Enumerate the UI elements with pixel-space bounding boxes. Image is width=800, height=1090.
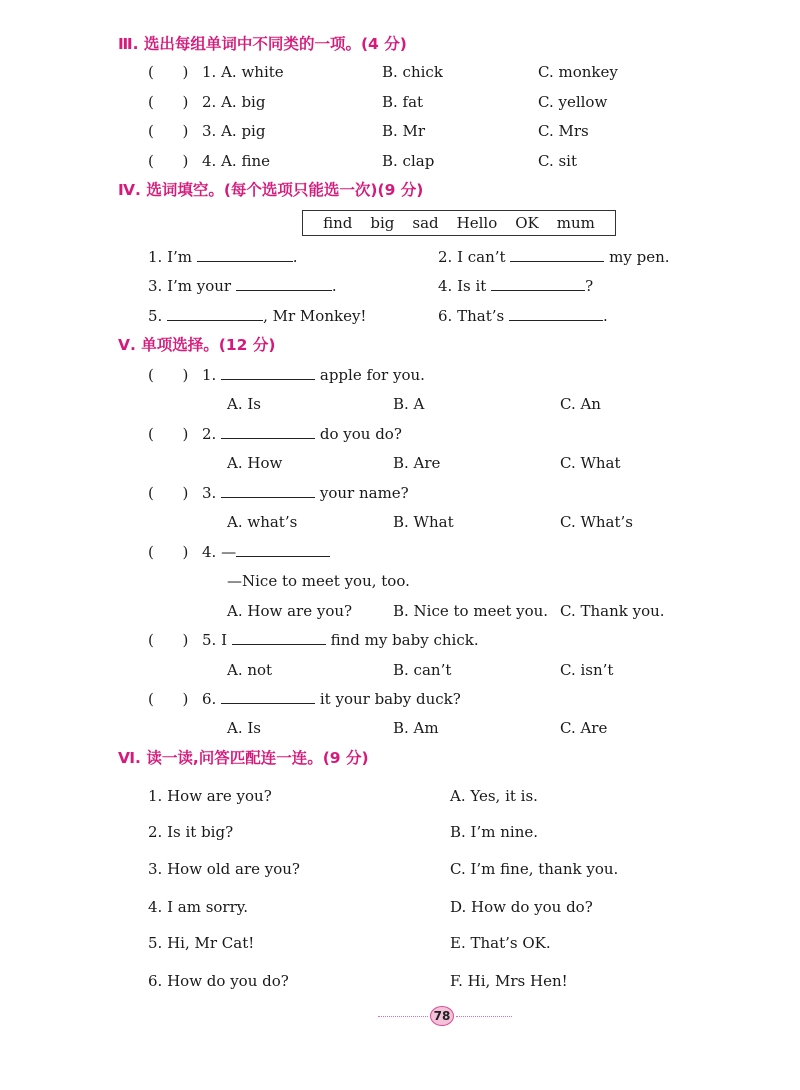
- fill-q6: 6. That’s .: [438, 307, 608, 325]
- section-5-title: Ⅴ. 单项选择。(12 分): [118, 336, 276, 354]
- mc-q5-option-a: A. not: [227, 661, 273, 679]
- q3-4-option-b: B. clap: [382, 152, 435, 170]
- mc-q3-option-b: B. What: [393, 513, 454, 531]
- match-right-item[interactable]: B. I’m nine.: [450, 823, 539, 841]
- q3-2-option-b: B. fat: [382, 93, 424, 111]
- answer-bracket: ( ): [148, 63, 189, 81]
- q3-2-option-c: C. yellow: [538, 93, 608, 111]
- mc-q1-option-a: A. Is: [227, 395, 261, 413]
- q3-4-option-a: 4. A. fine: [202, 152, 270, 170]
- fill-blank[interactable]: [197, 247, 293, 262]
- mc-q4-option-b: B. Nice to meet you.: [393, 602, 549, 620]
- mc-q2-option-c: C. What: [560, 454, 621, 472]
- q3-3-option-a: 3. A. pig: [202, 122, 266, 140]
- word-bank-item: sad: [412, 214, 439, 232]
- mc-q3-stem: 3. your name?: [202, 484, 409, 502]
- mc-q5-stem: 5. I find my baby chick.: [202, 631, 479, 649]
- mc-q3-option-c: C. What’s: [560, 513, 633, 531]
- answer-bracket: ( ): [148, 484, 189, 502]
- answer-bracket: ( ): [148, 543, 189, 561]
- mc-q1-option-c: C. An: [560, 395, 601, 413]
- mc-q6-option-a: A. Is: [227, 719, 261, 737]
- section-4-title: Ⅳ. 选词填空。(每个选项只能选一次)(9 分): [118, 181, 424, 199]
- mc-q4-option-a: A. How are you?: [227, 602, 353, 620]
- mc-q4-stem: 4. —: [202, 542, 330, 562]
- answer-bracket: ( ): [148, 366, 189, 384]
- q3-4-option-c: C. sit: [538, 152, 578, 170]
- fill-blank[interactable]: [236, 542, 330, 557]
- fill-blank[interactable]: [221, 483, 315, 498]
- fill-q2: 2. I can’t my pen.: [438, 248, 670, 266]
- mc-q5-option-c: C. isn’t: [560, 661, 614, 679]
- match-right-item[interactable]: F. Hi, Mrs Hen!: [450, 972, 568, 990]
- mc-q3-option-a: A. what’s: [227, 513, 298, 531]
- match-left-item[interactable]: 6. How do you do?: [148, 972, 289, 990]
- answer-bracket: ( ): [148, 93, 189, 111]
- fill-q4: 4. Is it ?: [438, 277, 594, 295]
- q3-1-option-a: 1. A. white: [202, 63, 284, 81]
- match-left-item[interactable]: 2. Is it big?: [148, 823, 234, 841]
- mc-q4-response: —Nice to meet you, too.: [227, 572, 410, 590]
- word-bank-item: mum: [556, 214, 595, 232]
- mc-q2-option-b: B. Are: [393, 454, 441, 472]
- footer-divider-left: [378, 1016, 428, 1018]
- section-6-title: Ⅵ. 读一读,问答匹配连一连。(9 分): [118, 749, 369, 767]
- fill-blank[interactable]: [509, 306, 603, 321]
- fill-blank[interactable]: [236, 276, 332, 291]
- fill-blank[interactable]: [167, 306, 263, 321]
- mc-q1-stem: 1. apple for you.: [202, 366, 425, 384]
- answer-bracket: ( ): [148, 152, 189, 170]
- fill-q1: 1. I’m .: [148, 248, 298, 266]
- section-3-title: Ⅲ. 选出每组单词中不同类的一项。(4 分): [118, 35, 407, 53]
- mc-q2-stem: 2. do you do?: [202, 425, 402, 443]
- fill-q3: 3. I’m your .: [148, 277, 337, 295]
- mc-q6-stem: 6. it your baby duck?: [202, 690, 461, 708]
- fill-blank[interactable]: [221, 689, 315, 704]
- match-right-item[interactable]: A. Yes, it is.: [450, 787, 538, 805]
- word-bank-box: [302, 210, 616, 236]
- fill-blank[interactable]: [232, 630, 326, 645]
- match-left-item[interactable]: 3. How old are you?: [148, 860, 300, 878]
- q3-3-option-c: C. Mrs: [538, 122, 589, 140]
- word-bank-item: find: [323, 214, 353, 232]
- answer-bracket: ( ): [148, 425, 189, 443]
- fill-blank[interactable]: [221, 424, 315, 439]
- fill-q5: 5. , Mr Monkey!: [148, 307, 367, 325]
- match-left-item[interactable]: 1. How are you?: [148, 787, 272, 805]
- match-left-item[interactable]: 5. Hi, Mr Cat!: [148, 934, 255, 952]
- match-right-item[interactable]: C. I’m fine, thank you.: [450, 860, 619, 878]
- q3-1-option-b: B. chick: [382, 63, 443, 81]
- word-bank-item: Hello: [456, 214, 498, 232]
- footer-divider-right: [456, 1016, 512, 1018]
- match-right-item[interactable]: D. How do you do?: [450, 898, 593, 916]
- mc-q2-option-a: A. How: [227, 454, 283, 472]
- answer-bracket: ( ): [148, 122, 189, 140]
- fill-blank[interactable]: [491, 276, 585, 291]
- mc-q6-option-b: B. Am: [393, 719, 439, 737]
- q3-1-option-c: C. monkey: [538, 63, 618, 81]
- match-left-item[interactable]: 4. I am sorry.: [148, 898, 249, 916]
- answer-bracket: ( ): [148, 690, 189, 708]
- mc-q4-option-c: C. Thank you.: [560, 602, 665, 620]
- mc-q5-option-b: B. can’t: [393, 661, 452, 679]
- page-number: 78: [430, 1006, 454, 1026]
- match-right-item[interactable]: E. That’s OK.: [450, 934, 551, 952]
- word-bank-item: big: [370, 214, 395, 232]
- mc-q6-option-c: C. Are: [560, 719, 608, 737]
- word-bank-item: OK: [515, 214, 539, 232]
- fill-blank[interactable]: [221, 365, 315, 380]
- fill-blank[interactable]: [510, 247, 604, 262]
- answer-bracket: ( ): [148, 631, 189, 649]
- q3-3-option-b: B. Mr: [382, 122, 426, 140]
- q3-2-option-a: 2. A. big: [202, 93, 266, 111]
- mc-q1-option-b: B. A: [393, 395, 425, 413]
